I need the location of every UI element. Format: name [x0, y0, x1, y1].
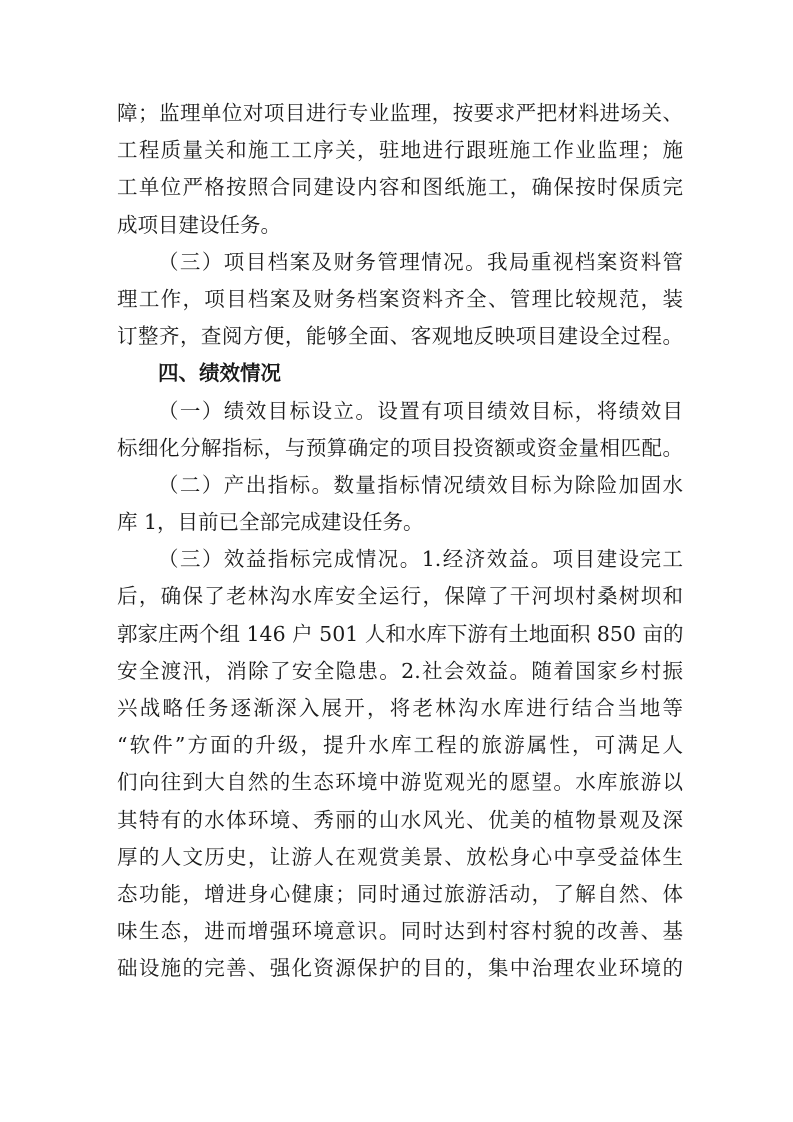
paragraph-line: 态功能，增进身心健康；同时通过旅游活动，了解自然、体 [117, 881, 683, 906]
paragraph-line: 兴战略任务逐渐深入展开，将老林沟水库进行结合当地等 [117, 696, 683, 720]
paragraph-line: 理工作，项目档案及财务档案资料齐全、管理比较规范，装 [117, 286, 683, 311]
subsection-heading-line: （三）效益指标完成情况。1.经济效益。项目建设完工 [158, 547, 683, 572]
paragraph-line: 郭家庄两个组 146 户 501 人和水库下游有土地面积 850 亩的 [117, 621, 684, 646]
section-heading: 四、绩效情况 [158, 361, 281, 386]
paragraph-line: 们向往到大自然的生态环境中游览观光的愿望。水库旅游以 [117, 770, 683, 795]
paragraph-line: 味生态，进而增强环境意识。同时达到村容村貌的改善、基 [117, 919, 683, 944]
paragraph-line: 库 1，目前已全部完成建设任务。 [117, 510, 424, 535]
paragraph-line: 工程质量关和施工工序关，驻地进行跟班施工作业监理；施 [117, 138, 683, 163]
subsection-heading-line: （二）产出指标。数量指标情况绩效目标为除险加固水 [158, 472, 683, 497]
body-text [117, 95, 683, 988]
paragraph-line: 工单位严格按照合同建设内容和图纸施工，确保按时保质完 [117, 175, 683, 200]
paragraph-line: 安全渡汛，消除了安全隐患。2.社会效益。随着国家乡村振 [117, 658, 683, 683]
paragraph-line: 障；监理单位对项目进行专业监理，按要求严把材料进场关、 [117, 101, 683, 125]
paragraph-line: 其特有的水体环境、秀丽的山水风光、优美的植物景观及深 [117, 807, 683, 832]
paragraph-line: 厚的人文历史，让游人在观赏美景、放松身心中享受益体生 [117, 844, 683, 869]
paragraph-line: 标细化分解指标，与预算确定的项目投资额或资金量相匹配。 [117, 435, 683, 460]
subsection-heading-line: （一）绩效目标设立。设置有项目绩效目标，将绩效目 [158, 398, 683, 423]
paragraph-line: 础设施的完善、强化资源保护的目的，集中治理农业环境的 [117, 956, 683, 981]
paragraph-line: 订整齐，查阅方便，能够全面、客观地反映项目建设全过程。 [117, 324, 683, 349]
paragraph-line: 后，确保了老林沟水库安全运行，保障了干河坝村桑树坝和 [117, 584, 683, 609]
subsection-heading-line: （三）项目档案及财务管理情况。我局重视档案资料管 [158, 249, 683, 274]
paragraph-line: “软件”方面的升级，提升水库工程的旅游属性，可满足人 [117, 733, 683, 758]
paragraph-line: 成项目建设任务。 [117, 212, 281, 237]
